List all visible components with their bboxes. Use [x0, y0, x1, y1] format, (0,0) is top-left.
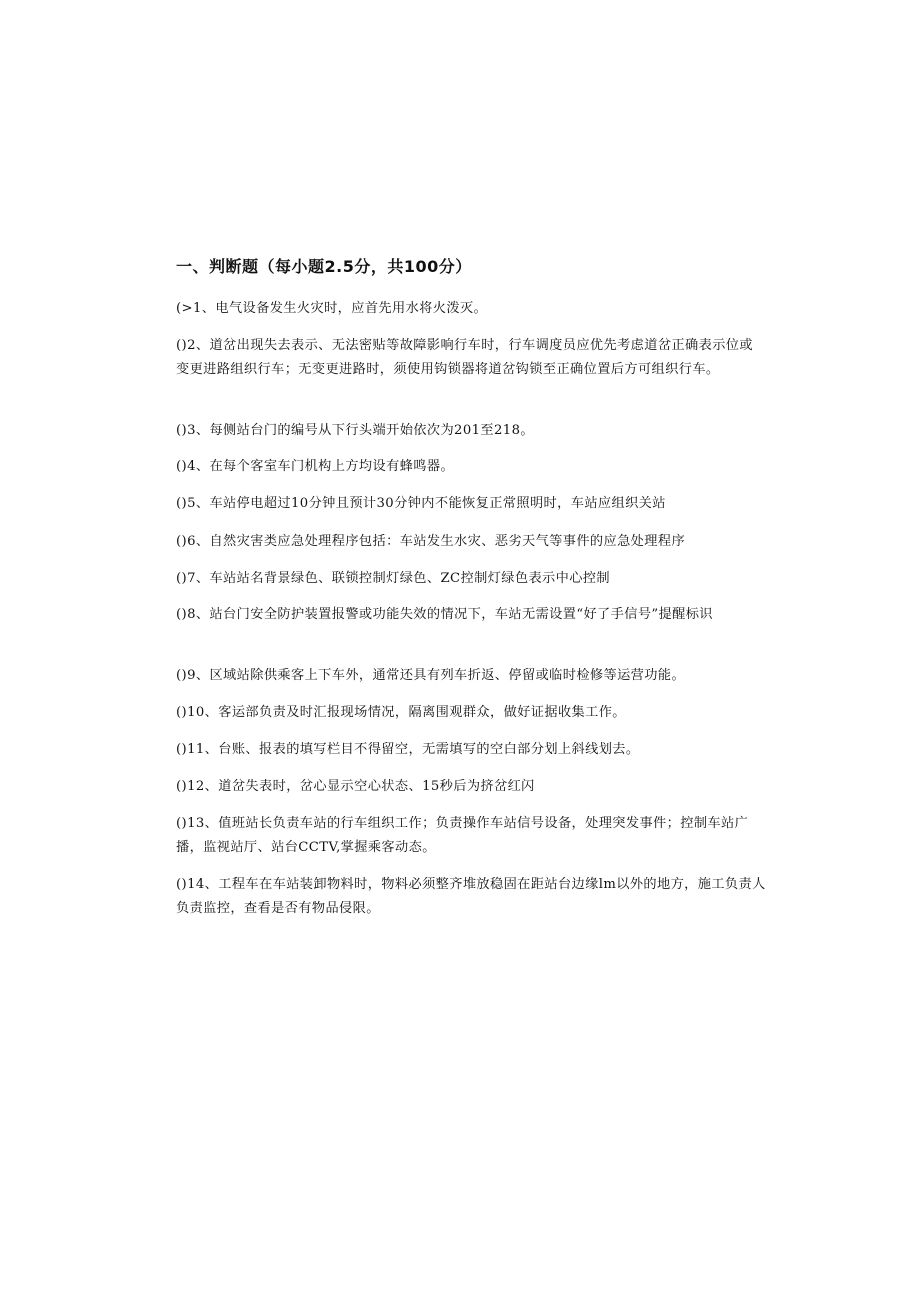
question-9: ()9、区域站除供乘客上下车外，通常还具有列车折返、停留或临时检修等运营功能。 — [176, 668, 686, 683]
question-13: ()13、值班站长负责车站的行车组织工作；负责操作车站信号设备，处理突发事件；控制车站广播，监视站厅、站台CCTV,掌握乘客动态。 — [176, 816, 749, 855]
question-4: ()4、在每个客室车门机构上方均设有蜂鸣器。 — [176, 459, 455, 474]
question-1: (>1、电气设备发生火灾时，应首先用水将火泼灭。 — [176, 301, 488, 316]
question-7: ()7、车站站名背景绿色、联锁控制灯绿色、ZC控制灯绿色表示中心控制 — [176, 571, 610, 586]
question-6: ()6、自然灾害类应急处理程序包括：车站发生水灾、恶劣天气等事件的应急处理程序 — [176, 534, 686, 549]
question-14: ()14、工程车在车站装卸物料时，物料必须整齐堆放稳固在距站台边缘lm以外的地方，施工负责人负责监控，查看是否有物品侵限。 — [176, 877, 766, 916]
question-10: ()10、客运部负责及时汇报现场情况，隔离围观群众，做好证据收集工作。 — [176, 705, 626, 720]
question-5: ()5、车站停电超过10分钟且预计30分钟内不能恢复正常照明时，车站应组织关站 — [176, 496, 666, 511]
section-title: 一、判断题（每小题2.5分，共100分） — [176, 257, 472, 276]
question-2: ()2、道岔出现失去表示、无法密贴等故障影响行车时，行车调度员应优先考虑道岔正确表示位或变更进路组织行车；无变更进路时，须使用钩锁器将道岔钩锁至正确位置后方可组织行车。 — [176, 338, 753, 377]
question-12: ()12、道岔失表时，岔心显示空心状态、15秒后为挤岔红闪 — [176, 779, 535, 794]
question-8: ()8、站台门安全防护装置报警或功能失效的情况下，车站无需设置“好了手信号”提醒标识 — [176, 607, 713, 622]
question-3: ()3、每侧站台门的编号从下行头端开始依次为201至218。 — [176, 423, 534, 438]
question-11: ()11、台账、报表的填写栏目不得留空，无需填写的空白部分划上斜线划去。 — [176, 742, 640, 757]
